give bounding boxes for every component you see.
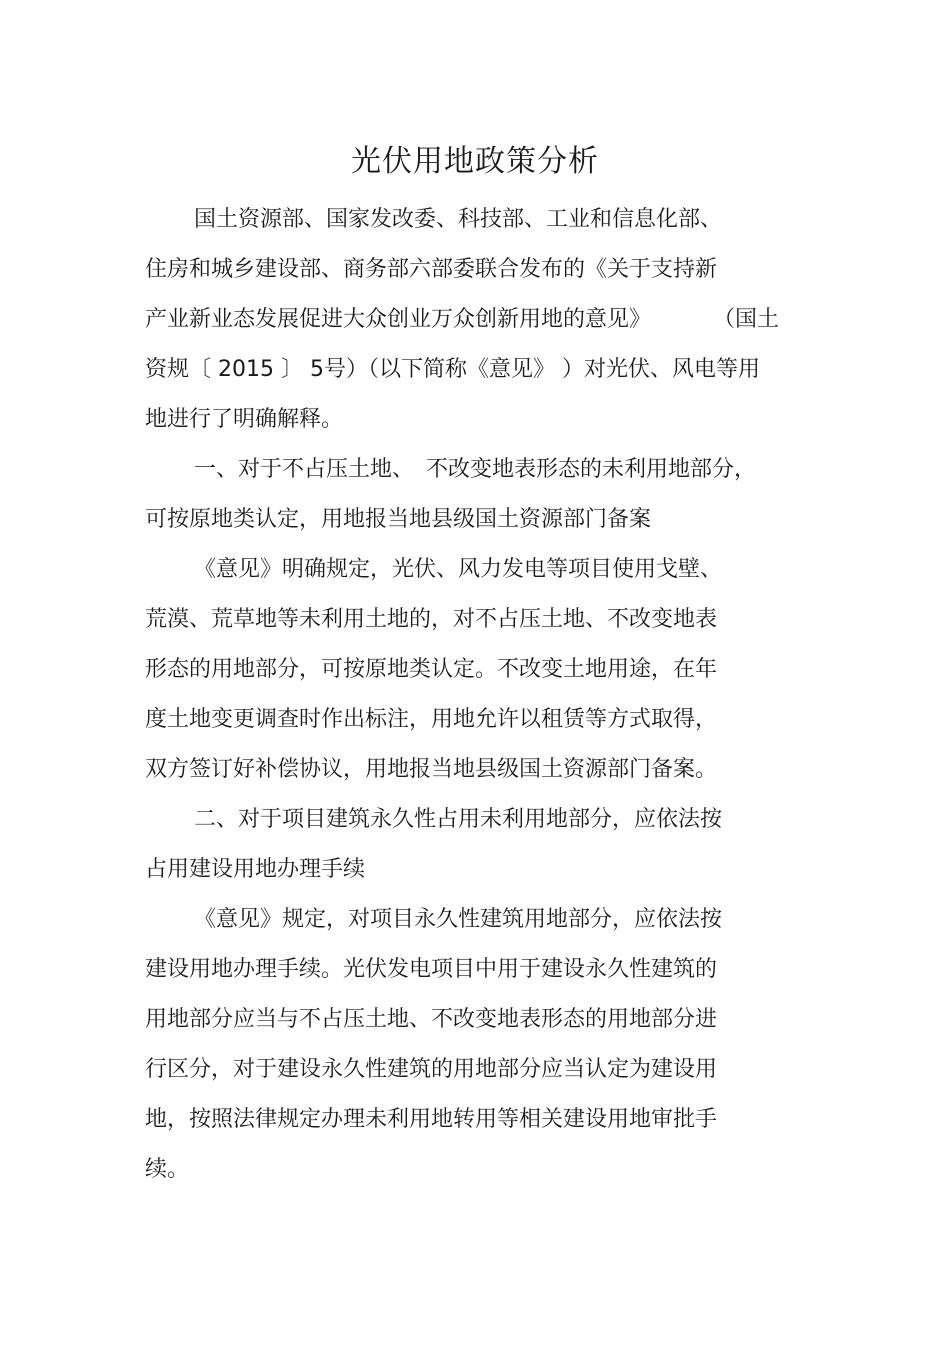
para1-line4: 资规〔 2015 〕 5号）（以下简称《意见》 ）对光伏、风电等用 [145,357,760,382]
para3-line2: 建设用地办理手续。光伏发电项目中用于建设永久性建筑的 [145,957,718,982]
heading2-line2: 占用建设用地办理手续 [145,857,366,882]
para3-line1: 《意见》规定，对项目永久性建筑用地部分，应依法按 [194,907,723,932]
para2-line5: 双方签订好补偿协议，用地报当地县级国土资源部门备案。 [145,757,718,782]
para3-line3: 用地部分应当与不占压土地、不改变地表形态的用地部分进 [145,1007,718,1032]
para1-line3 [145,304,779,336]
para1-line1: 国土资源部、国家发改委、科技部、工业和信息化部、 [194,207,723,232]
heading1-line1-part-b: 不改变地表形态的未利用地部分， [426,457,757,482]
heading1-line1 [194,454,756,486]
para2-line1: 《意见》明确规定，光伏、风力发电等项目使用戈壁、 [194,557,723,582]
para1-line3-main: 产业新业态发展促进大众创业万众创新用地的意见》 [145,307,652,332]
heading1-line2: 可按原地类认定，用地报当地县级国土资源部门备案 [145,507,652,532]
heading1-line1-part-a: 一、对于不占压土地、 [194,457,415,482]
para1-line5: 地进行了明确解释。 [145,407,344,432]
para2-line4: 度土地变更调查时作出标注，用地允许以租赁等方式取得， [145,707,718,732]
para3-line4: 行区分，对于建设永久性建筑的用地部分应当认定为建设用 [145,1057,718,1082]
para1-line2: 住房和城乡建设部、商务部六部委联合发布的《关于支持新 [145,257,718,282]
para3-line5: 地，按照法律规定办理未利用地转用等相关建设用地审批手 [145,1107,718,1132]
document-title: 光伏用地政策分析 [351,144,599,179]
para1-line3-tail: （国土 [713,307,780,332]
heading2-line1: 二、对于项目建筑永久性占用未利用地部分，应依法按 [194,807,723,832]
para3-line6: 续。 [145,1157,190,1182]
para2-line2: 荒漠、荒草地等未利用土地的，对不占压土地、不改变地表 [145,607,718,632]
para2-line3: 形态的用地部分，可按原地类认定。不改变土地用途，在年 [145,657,718,682]
